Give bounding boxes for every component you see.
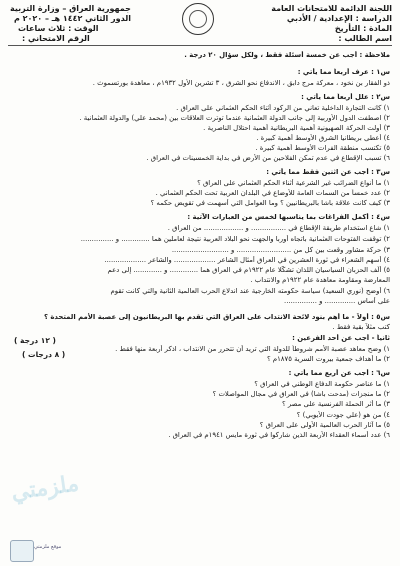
header-left-1: جمهورية العراق – وزارة التربية	[10, 4, 131, 13]
text-line-24: س٥ : أولاً - ما أهم بنود لائحة الانتداب على العراق التي تقدم بها البريطانيون إلى عصبة الأمم المتحدة ؟	[43, 313, 390, 321]
text-line-29: س٦ : أجب عن أربع مما يأتي :	[288, 369, 390, 377]
text-line-32: ٣) ما أثر الحملة الفرنسية على مصر ؟	[282, 400, 390, 408]
text-line-12: ١) ما أنواع الضرائب غير الشرعية أثناء الحكم العثماني على العراق ؟	[197, 179, 390, 187]
text-line-26: ثانياً - أجب عن أحد الفرعين :	[292, 334, 390, 342]
text-line-31: ٢) ما منجزات (مدحت باشا) في العراق في مجال المواصلات ؟	[212, 390, 390, 398]
text-line-33: ٤) من هو (علي جودت الأيوبي) ؟	[296, 411, 390, 419]
text-line-34: ٥) ما آثار الحرب العالمية الأولى على العراق ؟	[259, 421, 390, 429]
text-line-4: س٢ : علل أربعاً مما يأتي :	[301, 93, 390, 101]
header-right-4: اسم الطالب :	[338, 34, 392, 43]
header-right-1: اللجنة الدائمة للامتحانات العامة	[271, 4, 392, 13]
site-logo-icon	[10, 540, 34, 562]
site-logo-text: موقع ملزمتي	[34, 544, 62, 550]
header-right-2: الدراسة : الإعدادية / الأدبي	[286, 14, 392, 23]
text-line-17: ٢) توقفت الفتوحات العثمانية باتجاه أوربا والجهت نحو البلاد العربية نتيجة لعاملين هما ............. و ...............	[80, 235, 390, 243]
header-left-2: الدور الثاني ١٤٤٢ هـ – ٢٠٢٠ م	[14, 14, 131, 23]
text-line-3: ذو الفقار بن نخود ، معركة مرج دابق ، الاندفاع نحو الشرق ، ٣ تشرين الأول ١٩٣٢م ، معاهدة بورتسموث .	[92, 79, 390, 87]
text-line-10: ٦) تسبب الإقطاع في عدم تمكن الفلاحين من الأرض في بداية الخمسينات في العراق .	[146, 154, 390, 162]
header-left-4: الرقم الامتحاني :	[22, 34, 90, 43]
text-line-30: ١) ما عناصر حكومة الدفاع الوطني في العراق ؟	[254, 380, 390, 388]
text-line-35: ٦) عدد أسماء العقداء الأربعة الذين شاركوا في ثورة مايس ١٩٤١م في العراق .	[168, 431, 390, 439]
text-line-28: ٢) ما أهداف جمعية بيروت السرية ١٨٧٥م ؟	[266, 355, 390, 363]
text-line-25: كتب مثلاً بقية فقط .	[332, 323, 390, 331]
text-line-11: س٣ : أجب عن اثنين فقط مما يأتي :	[266, 168, 390, 176]
text-line-9: ٥) تكتسب منطقة الفرات الأوسط أهمية كبيرة .	[255, 144, 390, 152]
text-line-16: ١) شاع استخدام طريقة الإقطاع في ................ و .................. من العراق .	[167, 224, 390, 232]
ministry-seal	[182, 3, 214, 35]
text-line-18: ٣) حركة مشاور وقعت بين كل من ......................... و ..........................	[171, 246, 390, 254]
watermark-logo: ملزمتي	[9, 470, 81, 506]
text-line-22: ٦) أوضح (نوري السعيد) سياسة حكومته الخارجية عند اندلاع الحرب العالمية الثانية والتي كانت تقوم	[110, 287, 390, 295]
text-line-5: ١) كانت التجارة الداخلية تعاني من الركود أثناء الحكم العثماني على العراق .	[176, 104, 390, 112]
marks-12: ( ١٢ درجة )	[14, 336, 56, 345]
text-line-20: ٥) ألّف الحزبان السياسيان اللذان تشكّلا عام ١٩٢٢م في العراق هما ............. و ............. إلى دعم	[107, 266, 390, 274]
marks-8: ( ٨ درجات )	[22, 350, 66, 359]
header-right-3: المادة : التأريخ	[334, 24, 392, 33]
text-line-15: س٤ : أكمل الفراغات بما يناسبها لخمس من العبارات الآتية :	[187, 213, 390, 221]
header-left-3: الوقت : ثلاث ساعات	[18, 24, 99, 33]
text-line-8: ٤) أعطى بريطانيا الشرق الأوسط أهمية كبيرة .	[256, 134, 390, 142]
text-line-13: ٢) عدد خمساً من السمات العامة للأوضاع في البلدان العربية تحت الحكم العثماني .	[155, 189, 390, 197]
text-line-6: ٢) اصطفت الدول الأوربية إلى جانب الدولة العثمانية عندما توترت العلاقات بين (محمد علي) والدولة العثمانية .	[79, 114, 390, 122]
text-line-23: على أساس .............. و ...............	[284, 297, 390, 305]
text-line-19: ٤) أسهم الشعراء في ثورة العشرين في العراق أمثال الشاعر ................... والشاعر ...................	[104, 256, 390, 264]
text-line-2: س١ : عرف أربعاً مما يأتي :	[297, 68, 390, 76]
text-line-14: ٣) كيف كانت علاقة باشا بالبريطانيين ؟ وما العوامل التي أسهمت في تقويض حكمه ؟	[150, 199, 390, 207]
text-line-1: ملاحظة : أجب عن خمسة أسئلة فقط ، ولكل سؤال ٢٠ درجة .	[184, 51, 390, 59]
text-line-21: المعارضة ومقاومة معاهدة عام ١٩٢٢م والانتداب .	[250, 276, 390, 284]
text-line-27: ١) وضح معاهد عصبة الأمم شروطاً للدولة التي تريد أن تتحرر من الانتداب ، اذكر أربعة منها فقط .	[115, 345, 390, 353]
header-divider	[8, 45, 392, 46]
text-line-7: ٣) أولت الحركة الصهيونية أهمية البريطانية أهمية احتلال الناصرية .	[203, 124, 390, 132]
